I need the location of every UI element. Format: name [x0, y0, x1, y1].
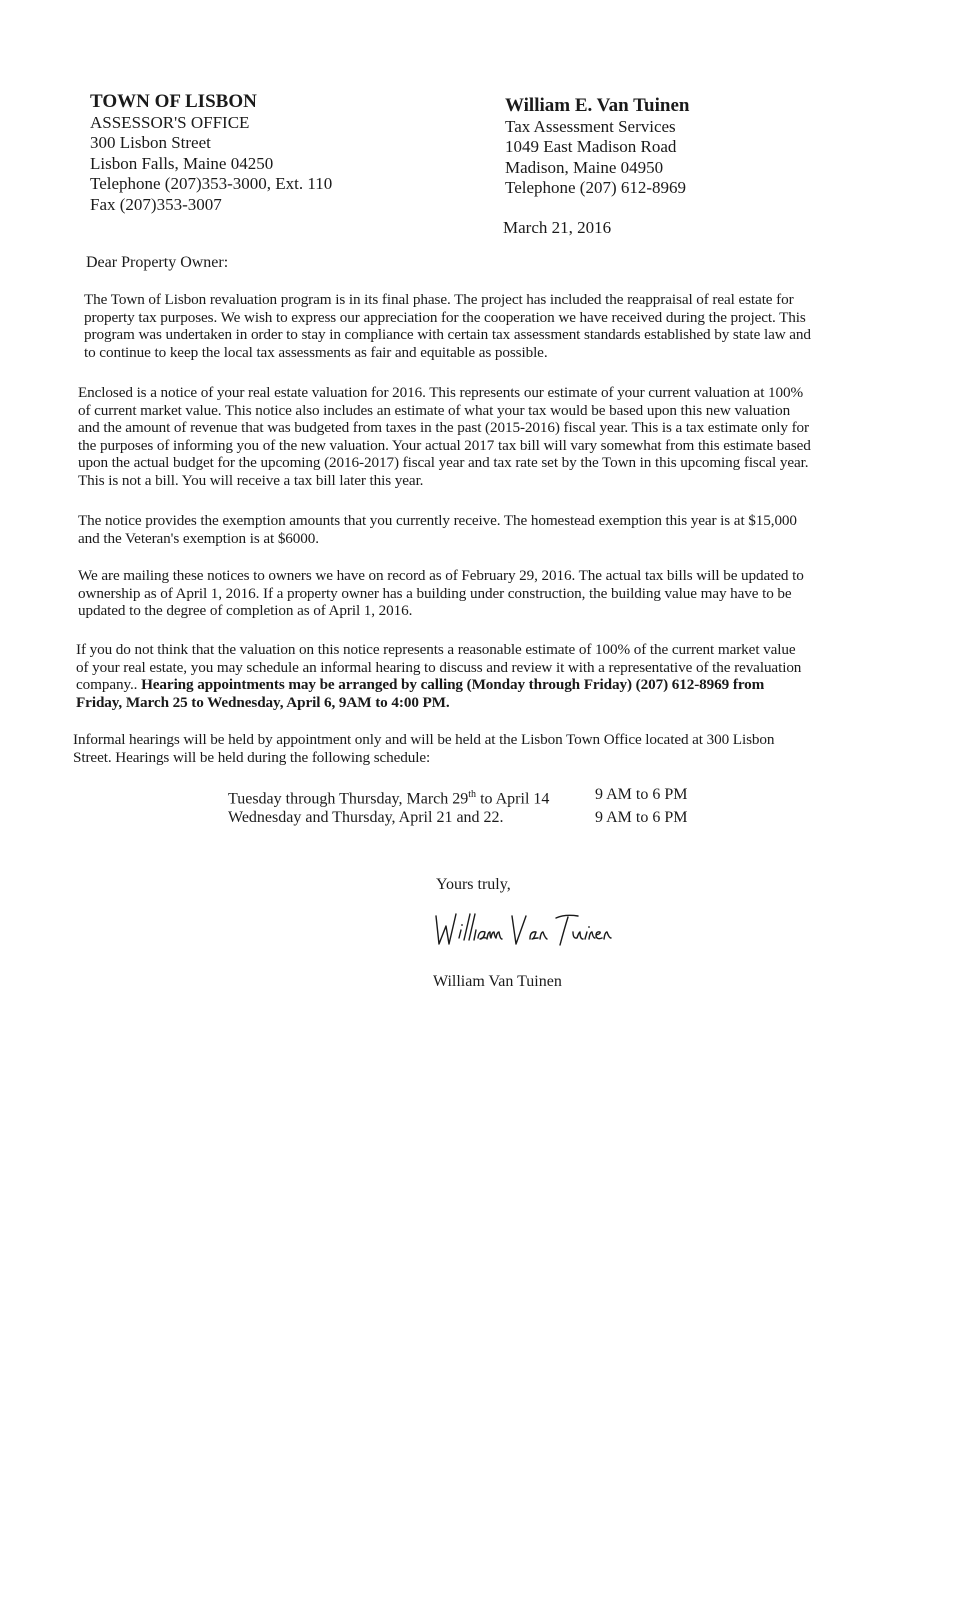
sender-right-city: Madison, Maine 04950: [505, 157, 664, 177]
schedule-days-sup: th: [468, 789, 477, 800]
sender-left-office: ASSESSOR'S OFFICE: [90, 112, 250, 132]
paragraph-1: [84, 291, 814, 361]
schedule-days: [228, 786, 595, 809]
sender-right-company: Tax Assessment Services: [505, 116, 676, 136]
schedule-days-end: to April 14: [476, 790, 550, 808]
schedule-days-text: Tuesday through Thursday, March 29: [228, 790, 469, 808]
closing: Yours truly,: [436, 876, 511, 893]
paragraph-5: [76, 641, 811, 711]
paragraph-5-plain: If you do not think that the valuation on this notice represents a reasonable estimate of 100% of the current market value of your real estate, you may schedule an informal hearing to discuss and review it with a representative of the revaluation company..: [76, 641, 802, 694]
sender-left-name: TOWN OF LISBON: [90, 91, 257, 112]
sender-left-fax: Fax (207)353-3007: [90, 194, 222, 214]
sender-right-name: William E. Van Tuinen: [505, 95, 690, 116]
paragraph-5-text: [76, 641, 811, 711]
sender-left-block: [90, 92, 332, 215]
sender-left-city: Lisbon Falls, Maine 04250: [90, 153, 274, 173]
sender-right-block: [505, 96, 689, 199]
paragraph-6-text: Informal hearings will be held by appointment only and will be held at the Lisbon Town Office located at 300 Lisbon Street. Hearings will be held during the following schedule:: [73, 731, 775, 766]
paragraph-3: [78, 512, 813, 547]
schedule-row: [228, 786, 687, 809]
schedule-hours: 9 AM to 6 PM: [595, 808, 688, 826]
signature: [430, 908, 620, 954]
sender-left-street: 300 Lisbon Street: [90, 133, 211, 152]
signature-image: [430, 908, 620, 954]
signer-name: William Van Tuinen: [433, 973, 562, 990]
paragraph-3-text: The notice provides the exemption amounts that you currently receive. The homestead exemption this year is at $15,000 and the Veteran's exemption is at $6000.: [78, 512, 797, 547]
paragraph-4: [78, 567, 808, 620]
paragraph-4-text: We are mailing these notices to owners we have on record as of February 29, 2016. The actual tax bills will be updated to ownership as of April 1, 2016. If a property owner has a building under construction, the building value may have to be updated to the degree of completion as of April 1, 2016.: [78, 567, 804, 620]
schedule-hours: 9 AM to 6 PM: [595, 786, 688, 803]
hearing-schedule: [228, 786, 687, 827]
paragraph-2-text: Enclosed is a notice of your real estate valuation for 2016. This represents our estimate of your current valuation at 100% of current market value. This notice also includes an estimate of what your tax would be based upon this new valuation and the amount of revenue that was budgeted from taxes in the past (2015-2016) fiscal year. This is a tax estimate only for the purposes of informing you of the new valuation. Your actual 2017 tax bill will vary somewhat from this estimate based upon the actual budget for the upcoming (2016-2017) fiscal year and tax rate set by the Town in this upcoming fiscal year. This is not a bill. You will receive a tax bill later this year.: [78, 384, 811, 489]
sender-right-phone: Telephone (207) 612-8969: [505, 178, 687, 197]
paragraph-1-text: The Town of Lisbon revaluation program is in its final phase. The project has included the reappraisal of real estate for property tax purposes. We wish to express our appreciation for the cooperation we have received during the project. This program was undertaken in order to stay in compliance with certain tax assessment standards established by state law and to continue to keep the local tax assessments as fair and equitable as possible.: [84, 291, 811, 361]
letter-date: March 21, 2016: [503, 218, 612, 237]
sender-right-street: 1049 East Madison Road: [505, 137, 677, 156]
schedule-row: [228, 809, 687, 828]
paragraph-2: [78, 384, 813, 490]
salutation: Dear Property Owner:: [86, 254, 229, 271]
paragraph-5-bold: Hearing appointments may be arranged by calling (Monday through Friday) (207) 612-8969 from Friday, March 25 to Wednesday, April 6, 9AM to 4:00 PM.: [76, 676, 765, 711]
schedule-days: [228, 809, 595, 828]
paragraph-6: [73, 731, 803, 766]
sender-left-phone: Telephone (207)353-3000, Ext. 110: [90, 174, 333, 193]
schedule-days-text: Wednesday and Thursday, April 21 and 22.: [228, 808, 504, 826]
